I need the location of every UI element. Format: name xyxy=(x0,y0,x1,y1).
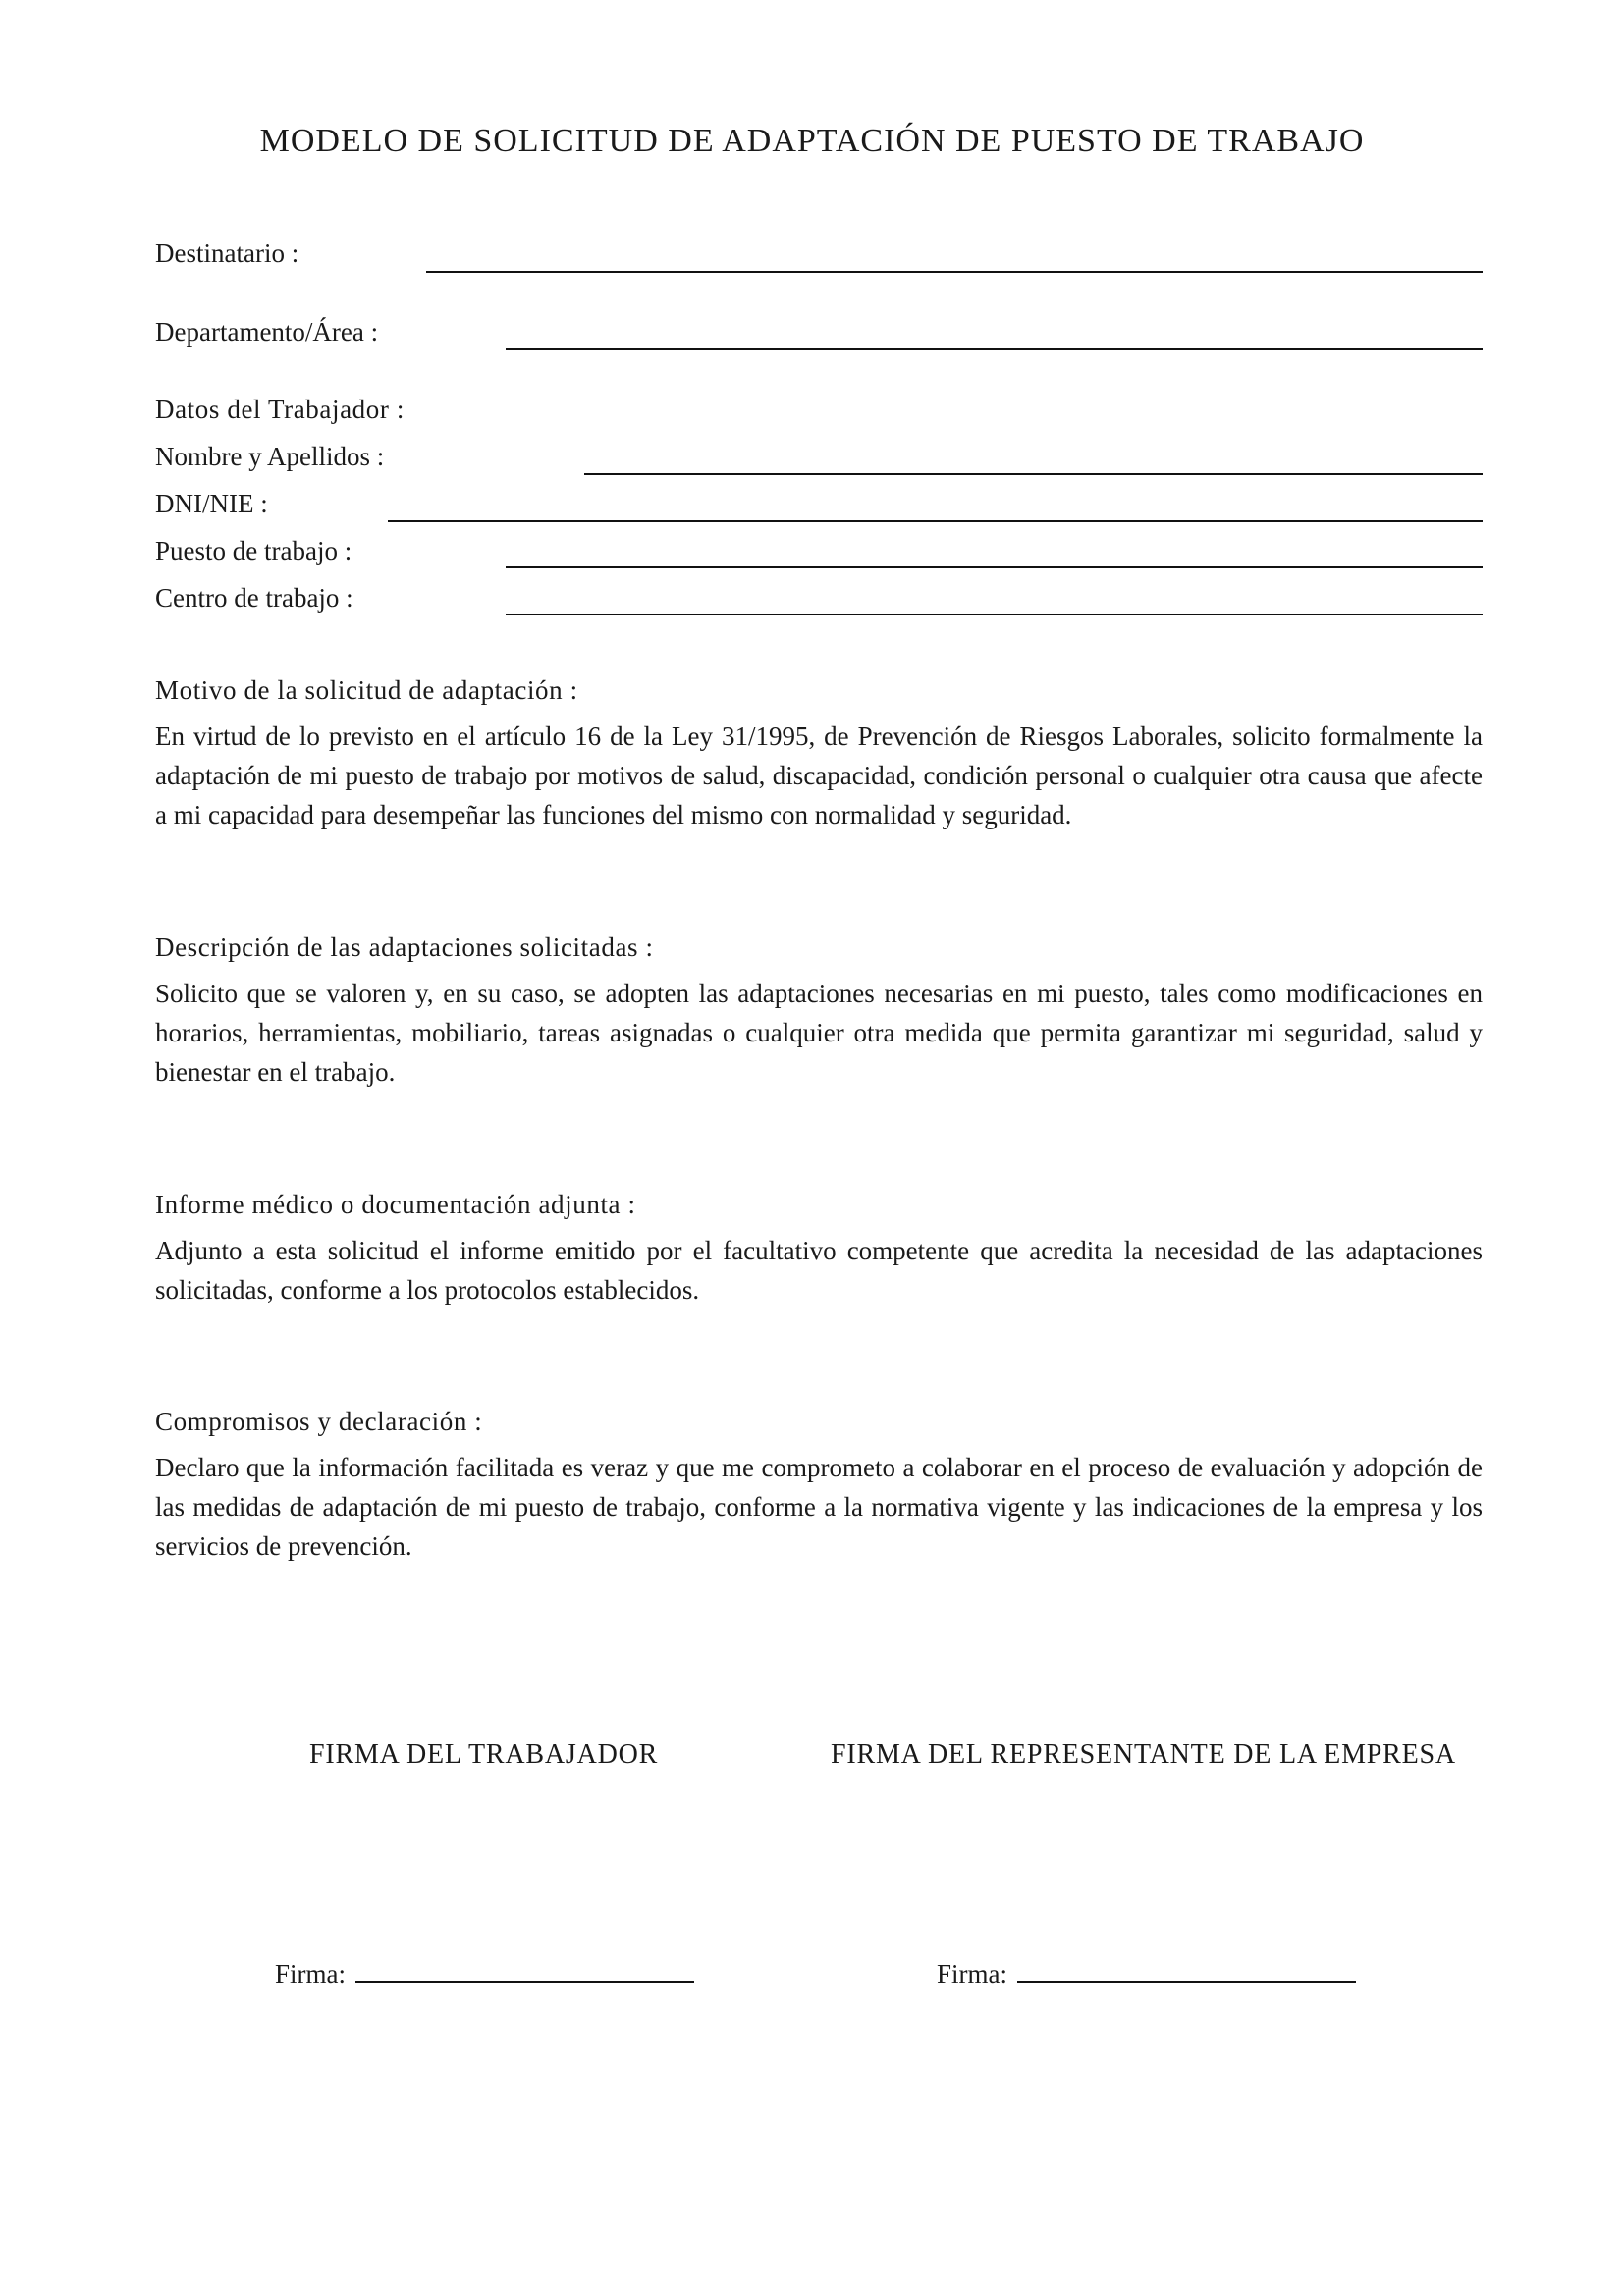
motivo-paragraph: En virtud de lo previsto en el artículo 16 de la Ley 31/1995, de Prevención de Riesgos Laborales, solicito formalmente la adaptación de mi puesto de trabajo por motivos de salud, discapacidad, condición personal o cualquier otra causa que afecte a mi capacidad para desempeñar las funciones del mismo con normalidad y seguridad. xyxy=(155,721,1483,829)
worker-signature-label: Firma: xyxy=(275,1959,346,1989)
worker-signature-field[interactable] xyxy=(355,1957,694,1983)
centro-label: Centro de trabajo : xyxy=(155,583,353,613)
company-signature-line xyxy=(937,1957,1356,1990)
dni-label: DNI/NIE : xyxy=(155,489,268,518)
nombre-label: Nombre y Apellidos : xyxy=(155,442,385,471)
company-signature-label: Firma: xyxy=(937,1959,1007,1989)
motivo-heading: Motivo de la solicitud de adaptación : xyxy=(155,675,578,705)
descripcion-paragraph: Solicito que se valoren y, en su caso, se adopten las adaptaciones necesarias en mi puesto, tales como modificaciones en horarios, herramientas, mobiliario, tareas asignadas o cualquier otra medida que permita garantizar mi seguridad, salud y bienestar en el trabajo. xyxy=(155,979,1483,1087)
descripcion-heading: Descripción de las adaptaciones solicitadas : xyxy=(155,933,654,962)
destinatario-label: Destinatario : xyxy=(155,239,299,268)
compromisos-paragraph: Declaro que la información facilitada es veraz y que me comprometo a colaborar en el proceso de evaluación y adopción de las medidas de adaptación de mi puesto de trabajo, conforme a la normativa vigente y las indicaciones de la empresa y los servicios de prevención. xyxy=(155,1453,1483,1561)
departamento-field[interactable] xyxy=(506,348,1483,350)
worker-signature-title: FIRMA DEL TRABAJADOR xyxy=(309,1739,659,1770)
informe-heading: Informe médico o documentación adjunta : xyxy=(155,1190,636,1219)
company-signature-field[interactable] xyxy=(1017,1957,1356,1983)
puesto-field[interactable] xyxy=(506,566,1483,568)
informe-paragraph: Adjunto a esta solicitud el informe emitido por el facultativo competente que acredita la necesidad de las adaptaciones solicitadas, conforme a los protocolos establecidos. xyxy=(155,1236,1483,1305)
worker-signature-line xyxy=(275,1957,694,1990)
nombre-field[interactable] xyxy=(584,473,1483,475)
company-signature-title: FIRMA DEL REPRESENTANTE DE LA EMPRESA xyxy=(831,1739,1456,1770)
destinatario-field[interactable] xyxy=(426,271,1483,273)
datos-trabajador-heading: Datos del Trabajador : xyxy=(155,395,405,424)
centro-field[interactable] xyxy=(506,614,1483,615)
puesto-label: Puesto de trabajo : xyxy=(155,536,352,565)
compromisos-heading: Compromisos y declaración : xyxy=(155,1407,483,1436)
dni-field[interactable] xyxy=(388,520,1483,522)
document-title: MODELO DE SOLICITUD DE ADAPTACIÓN DE PUESTO DE TRABAJO xyxy=(259,123,1365,159)
departamento-label: Departamento/Área : xyxy=(155,317,379,347)
